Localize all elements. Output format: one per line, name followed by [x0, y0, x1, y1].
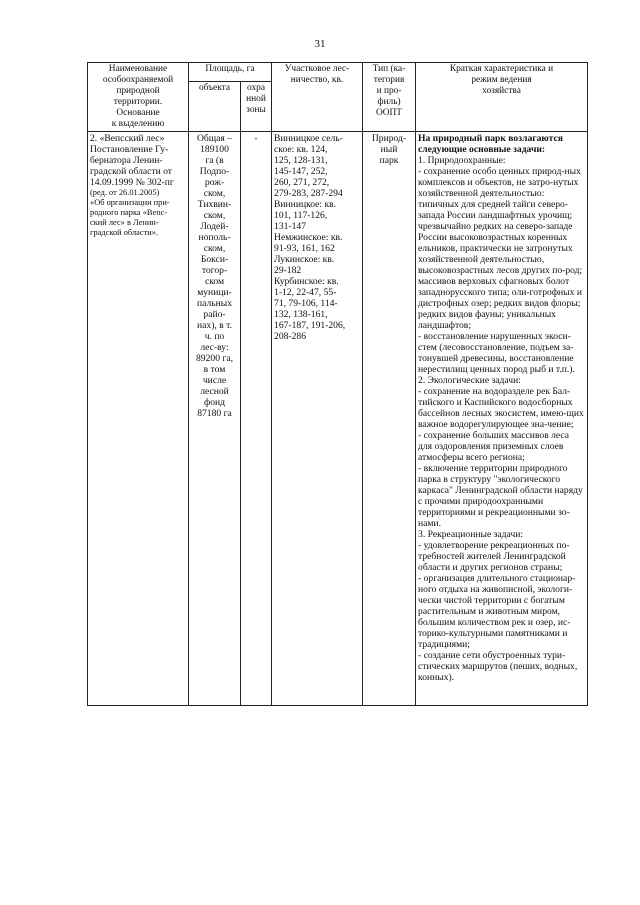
name-small: (ред. от 26.01.2005) «Об организации при- родного парка «Вепс- ский лес» в Ленин- градской области».: [90, 188, 170, 237]
description-line: - включение территории природного парка в структуру "экологического каркаса" Ленинградской области наряду с прочими природоохранными территориями и рекреационными зо-нами.: [418, 463, 583, 529]
description-line: 2. Экологические задачи:: [418, 375, 521, 386]
page-number: 31: [314, 38, 326, 50]
cell-forestry: Винницкое сель- ское: кв. 124, 125, 128-131, 145-147, 252, 260, 271, 272, 279-283, 287-294 Винницкое: кв. 101, 117-126, 131-147 Немжинское: кв. 91-93, 161, 162 Лукинское: кв. 29-182 Курбинское: кв. 1-12, 22-47, 55- 71, 79-106, 114- 132, 138-161, 167-187, 191-206, 208-286: [272, 132, 363, 706]
header-name: Наименование особоохраняемой природной территории. Основание к выделению: [88, 63, 189, 132]
description-line: 1. Природоохранные:: [418, 155, 506, 166]
description-line: - организация длительного стационар-ного отдыха на живописной, экологи-чески чистой территории с богатым растительным и животным миром, большим количеством рек и озер, ис-торико-культурными памятниками и традициями;: [418, 573, 576, 650]
cell-description: [416, 132, 588, 706]
description-line: 3. Рекреационные задачи:: [418, 529, 524, 540]
description-line: - сохранение на водоразделе рек Бал-тийского и Каспийского водосборных бассейнов лесных экосистем, имею-щих важное водорегулирующее зна-чение;: [418, 386, 584, 430]
table-row: [88, 132, 588, 706]
description-line: - сохранение особо ценных природ-ных комплексов и объектов, не затро-нутых хозяйственной деятельностью: типичных для средней тайги северо-запада России ландшафтных урочищ; чрезвычайно редких на северо-западе России высоковозрастных коренных ельников, практически не затронутых хозяйственной деятельностью, высоковозрастных лесов других по-род; массивов верховых сфагновых болот западнорусского типа; оли-готрофных и дистрофных озер; редких видов флоры; редких видов фауны; уникальных ландшафтов;: [418, 166, 583, 331]
cell-type: Природ- ный парк: [363, 132, 416, 706]
description-line: - удовлетворение рекреационных по-требностей жителей Ленинградской области и других регионов страны;: [418, 540, 570, 573]
description-line: - создание сети обустроенных тури-стических маршрутов (пеших, водных, конных).: [418, 650, 578, 683]
description-line: - восстановление нарушенных экоси-стем (лесовосстановление, подъем за-тонувшей древесины, восстановление нерестилищ ценных пород рыб и т.п.).: [418, 331, 575, 375]
header-description: Краткая характеристика и режим ведения хозяйства: [416, 63, 588, 132]
cell-area-zone: -: [241, 132, 272, 706]
header-forestry: Участковое лес- ничество, кв.: [272, 63, 363, 132]
description-intro: На природный парк возлагаются следующие основные задачи:: [418, 133, 563, 155]
cell-name: [88, 132, 189, 706]
protected-areas-table: [87, 62, 588, 706]
cell-area-object: Общая – 189100 га (в Подпо- рож- ском, Тихвин- ском, Лодей- нополь- ском, Бокси- тогор- ском муници- пальных райо- нах), в т. ч. по лес-ву: 89200 га, в том числе лесной фонд 87180 га: [189, 132, 241, 706]
name-main: 2. «Вепсский лес» Постановление Гу- бернатора Ленин- градской области от 14.09.1999 № 302-пг: [90, 133, 174, 188]
header-area-zone: охра нной зоны: [241, 82, 272, 132]
header-area-object: объекта: [189, 82, 241, 132]
header-area: Площадь, га: [189, 63, 272, 82]
header-type: Тип (ка- тегория и про- филь) ООПТ: [363, 63, 416, 132]
description-line: - сохранение больших массивов леса для оздоровления приземных слоев атмосферы всего региона;: [418, 430, 570, 463]
